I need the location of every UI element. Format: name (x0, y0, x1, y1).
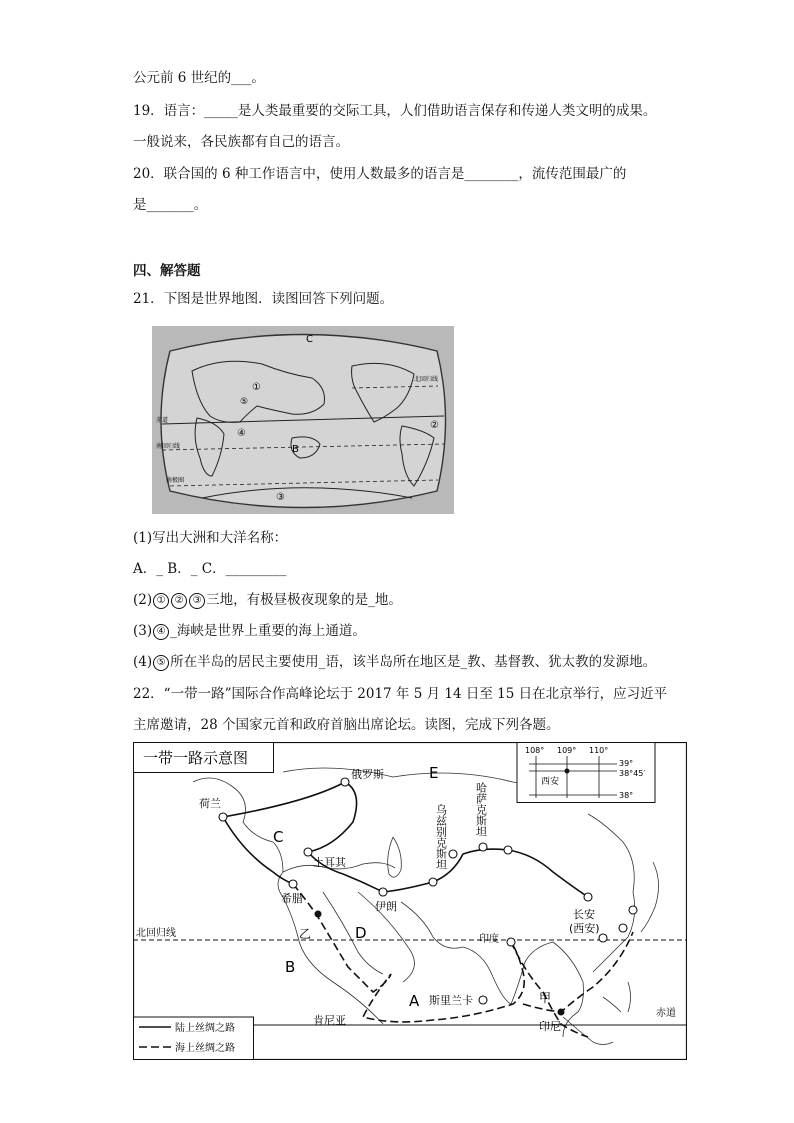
label-india: 印度 (479, 934, 499, 945)
q21-part3-num: ④ (153, 624, 169, 640)
inset-lon2-label: 109° (557, 746, 577, 755)
label-iran: 伊朗 (375, 900, 397, 913)
q21-part1: (1)写出大洲和大洋名称： (133, 530, 288, 546)
node-iran (379, 888, 387, 896)
q21-part1-answer: A．_ B．_ C．_________ (133, 561, 287, 577)
label-kenya: 肯尼亚 (313, 1014, 346, 1027)
node-india (507, 938, 515, 946)
inset-lat2-label: 38°45′ (619, 769, 646, 778)
label-turkey: 土耳其 (313, 856, 346, 869)
q21-part4-prefix: (4) (133, 654, 153, 670)
node-6 (619, 924, 627, 932)
q21-part4 (133, 650, 656, 671)
map2-tropic-label: 北回归线 (136, 928, 176, 939)
node-7 (629, 906, 637, 914)
label-greece: 希腊 (281, 892, 303, 905)
node-1 (429, 878, 437, 886)
map2-equator-label: 赤道 (656, 1008, 676, 1019)
label-russia: 俄罗斯 (351, 768, 384, 781)
q21-part3-suffix: _海峡是世界上重要的海上通道。 (170, 623, 366, 639)
letter-jia: 甲 (539, 991, 552, 1005)
q21-part3 (133, 619, 366, 640)
q22-line2: 主席邀请，28 个国家元首和政府首脑出席论坛。读图，完成下列各题。 (133, 717, 560, 733)
letter-D: D (355, 924, 367, 942)
legend-land-label: 陆上丝绸之路 (175, 1023, 235, 1034)
legend-sea-label: 海上丝绸之路 (175, 1043, 235, 1054)
q20-line2: 是_______。 (133, 197, 208, 213)
letter-A: A (409, 992, 420, 1010)
label-kazakhstan: 哈萨克斯坦 (474, 782, 488, 837)
q19-line2: 一般说来，各民族都有自己的语言。 (133, 134, 349, 150)
map1-label-p2: ② (430, 420, 439, 431)
map1-label-p5: ⑤ (240, 397, 249, 407)
world-map (152, 326, 454, 514)
map1-label-p3: ③ (276, 492, 285, 503)
map2-title: 一带一路示意图 (143, 749, 249, 767)
q21-part2 (133, 588, 402, 609)
node-2 (449, 850, 457, 858)
node-turkey (304, 848, 312, 856)
q21-part2-num3: ③ (189, 593, 205, 609)
map1-frame (161, 335, 446, 508)
point-jia (558, 1009, 565, 1016)
label-srilanka: 斯里兰卡 (429, 994, 473, 1007)
map1-label-equator: 赤道 (156, 417, 169, 424)
q21-part4-suffix: 所在半岛的居民主要使用_语，该半岛所在地区是_教、基督教、犹太教的发源地。 (170, 654, 657, 670)
q18-tail: 公元前 6 世纪的___。 (133, 70, 265, 86)
map1-label-p4: ④ (237, 428, 246, 439)
map1-label-C: C (306, 334, 313, 345)
node-5 (599, 934, 607, 942)
section-title: 四、解答题 (133, 263, 201, 279)
q21-part3-prefix: (3) (133, 623, 153, 639)
point-yi (315, 911, 322, 918)
map1-label-tropic-s: 南回归线 (156, 443, 181, 450)
q21-part2-num2: ② (171, 593, 187, 609)
q20-line1: 20．联合国的 6 种工作语言中，使用人数最多的语言是________，流传范围最广的 (133, 166, 627, 182)
node-russia (341, 778, 349, 786)
map1-label-p1: ① (252, 382, 261, 393)
map1-label-antarctic: 南极圈 (166, 477, 185, 484)
letter-E: E (429, 764, 439, 782)
letter-C: C (273, 828, 284, 846)
q21-part4-num: ⑤ (153, 655, 169, 671)
q21-stem: 21．下图是世界地图．读图回答下列问题。 (133, 291, 394, 307)
label-changan: 长安 (573, 908, 595, 921)
q21-part2-prefix: (2) (133, 592, 153, 608)
inset-lat1-label: 39° (619, 759, 634, 768)
q21-part2-num1: ① (153, 593, 169, 609)
label-netherlands: 荷兰 (199, 797, 221, 810)
inset-xian-point (565, 769, 570, 774)
letter-yi: 乙 (299, 927, 312, 941)
inset-lon1-label: 108° (525, 746, 545, 755)
map2-inset (517, 743, 655, 803)
inset-xian-label: 西安 (541, 777, 560, 787)
q21-part2-suffix: 三地，有极昼极夜现象的是_地。 (206, 592, 402, 608)
inset-lon3-label: 110° (589, 746, 609, 755)
letter-B: B (285, 958, 296, 976)
node-netherlands (219, 813, 227, 821)
map1-label-tropic-n: 北回归线 (414, 376, 439, 383)
inset-lat3-label: 38° (619, 791, 634, 800)
node-greece (289, 880, 297, 888)
belt-road-map (133, 742, 687, 1060)
node-srilanka (479, 996, 487, 1004)
q22-line1: 22．“一带一路”国际合作高峰论坛于 2017 年 5 月 14 日至 15 日在北京举行，应习近平 (133, 686, 668, 702)
node-changan (584, 893, 592, 901)
label-indonesia: 印尼 (539, 1020, 561, 1033)
label-xian-paren: (西安) (569, 922, 600, 935)
q19-line1: 19．语言：_____是人类最重要的交际工具，人们借助语言保存和传递人类文明的成果。 (133, 103, 657, 119)
node-3 (479, 843, 487, 851)
node-4 (504, 846, 512, 854)
label-uzbekistan: 乌兹别克斯坦 (434, 804, 448, 870)
map2-legend (134, 1017, 254, 1060)
map1-label-B: B (292, 444, 299, 455)
